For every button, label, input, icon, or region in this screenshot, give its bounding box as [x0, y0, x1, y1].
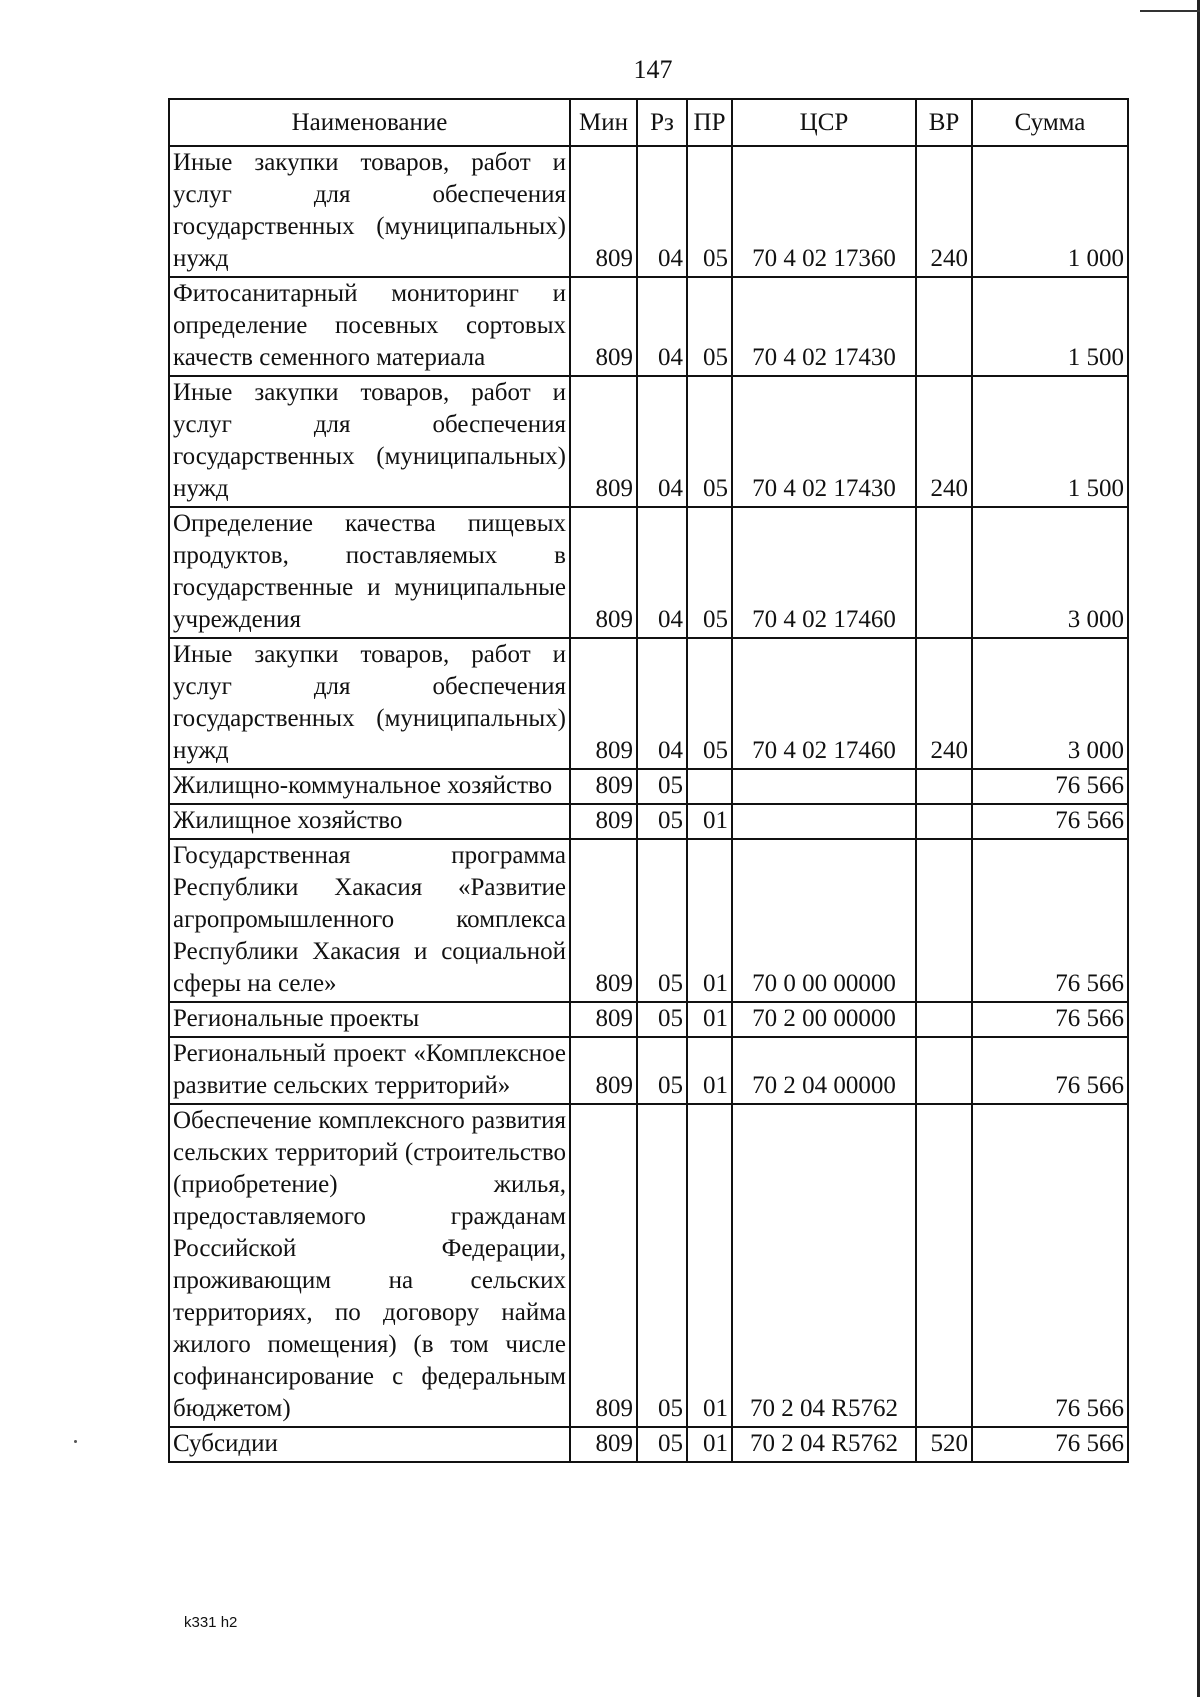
header-pr: ПР	[687, 99, 732, 146]
header-name: Наименование	[169, 99, 570, 146]
row-rz: 04	[637, 507, 687, 638]
row-csr: 70 4 02 17360	[732, 146, 916, 277]
row-name: Региональный проект «Комплексное развитие сельских территорий»	[169, 1037, 570, 1104]
table-row	[169, 1037, 1128, 1104]
row-name: Фитосанитарный мониторинг и определение посевных сортовых качеств семенного материала	[169, 277, 570, 376]
row-min: 809	[570, 1002, 637, 1037]
row-pr: 05	[687, 376, 732, 507]
row-min: 809	[570, 1037, 637, 1104]
row-min: 809	[570, 146, 637, 277]
row-name: Определение качества пищевых продуктов, поставляемых в государственные и муниципальные учреждения	[169, 507, 570, 638]
row-min: 809	[570, 277, 637, 376]
row-rz: 05	[637, 1037, 687, 1104]
row-csr: 70 2 04 R5762	[732, 1427, 916, 1462]
row-csr: 70 4 02 17460	[732, 507, 916, 638]
row-sum: 76 566	[972, 839, 1128, 1002]
row-vr	[916, 769, 972, 804]
row-vr: 520	[916, 1427, 972, 1462]
row-rz: 05	[637, 804, 687, 839]
row-min: 809	[570, 1104, 637, 1427]
row-min: 809	[570, 839, 637, 1002]
row-vr	[916, 507, 972, 638]
row-sum: 76 566	[972, 1104, 1128, 1427]
row-vr	[916, 1104, 972, 1427]
row-vr	[916, 1037, 972, 1104]
row-vr: 240	[916, 638, 972, 769]
row-sum: 3 000	[972, 638, 1128, 769]
row-csr	[732, 769, 916, 804]
row-min: 809	[570, 638, 637, 769]
row-sum: 1 000	[972, 146, 1128, 277]
row-csr	[732, 804, 916, 839]
row-name: Субсидии	[169, 1427, 570, 1462]
row-pr: 01	[687, 1002, 732, 1037]
table-row	[169, 804, 1128, 839]
row-sum: 76 566	[972, 1037, 1128, 1104]
row-name: Жилищное хозяйство	[169, 804, 570, 839]
table-row	[169, 769, 1128, 804]
header-rz: Рз	[637, 99, 687, 146]
row-rz: 04	[637, 376, 687, 507]
row-pr: 05	[687, 146, 732, 277]
header-min: Мин	[570, 99, 637, 146]
row-vr: 240	[916, 146, 972, 277]
row-csr: 70 4 02 17430	[732, 277, 916, 376]
row-min: 809	[570, 507, 637, 638]
table-row	[169, 1427, 1128, 1462]
table-row	[169, 277, 1128, 376]
row-rz: 04	[637, 277, 687, 376]
row-rz: 05	[637, 769, 687, 804]
row-vr	[916, 839, 972, 1002]
row-vr: 240	[916, 376, 972, 507]
row-name: Иные закупки товаров, работ и услуг для обеспечения государственных (муниципальных) нужд	[169, 146, 570, 277]
row-rz: 05	[637, 1104, 687, 1427]
row-vr	[916, 277, 972, 376]
row-name: Жилищно-коммунальное хозяйство	[169, 769, 570, 804]
table-row	[169, 507, 1128, 638]
row-pr: 05	[687, 277, 732, 376]
row-rz: 05	[637, 1002, 687, 1037]
row-csr: 70 2 04 00000	[732, 1037, 916, 1104]
row-sum: 1 500	[972, 376, 1128, 507]
row-min: 809	[570, 1427, 637, 1462]
header-row	[169, 99, 1128, 146]
row-rz: 05	[637, 839, 687, 1002]
table-row	[169, 1002, 1128, 1037]
page-number: 147	[633, 55, 673, 84]
header-csr: ЦСР	[732, 99, 916, 146]
row-csr: 70 0 00 00000	[732, 839, 916, 1002]
row-min: 809	[570, 769, 637, 804]
row-csr: 70 4 02 17460	[732, 638, 916, 769]
row-min: 809	[570, 376, 637, 507]
scan-speck	[74, 1440, 77, 1443]
row-sum: 76 566	[972, 1427, 1128, 1462]
table-row	[169, 376, 1128, 507]
table-row	[169, 146, 1128, 277]
row-sum: 76 566	[972, 769, 1128, 804]
row-name: Обеспечение комплексного развития сельских территорий (строительство (приобретение) жилья, предоставляемого гражданам Российской Федерации, проживающим на сельских территориях, по договору найма жилого помещения) (в том числе софинансирование с федеральным бюджетом)	[169, 1104, 570, 1427]
row-csr: 70 4 02 17430	[732, 376, 916, 507]
row-rz: 04	[637, 638, 687, 769]
row-pr: 01	[687, 1037, 732, 1104]
row-name: Региональные проекты	[169, 1002, 570, 1037]
row-sum: 76 566	[972, 804, 1128, 839]
row-rz: 05	[637, 1427, 687, 1462]
row-name: Иные закупки товаров, работ и услуг для обеспечения государственных (муниципальных) нужд	[169, 376, 570, 507]
row-pr: 01	[687, 839, 732, 1002]
header-sum: Сумма	[972, 99, 1128, 146]
scan-corner-mark	[1140, 0, 1200, 12]
row-name: Государственная программа Республики Хакасия «Развитие агропромышленного комплекса Республики Хакасия и социальной сферы на селе»	[169, 839, 570, 1002]
document-code: k331 h2	[184, 1614, 238, 1631]
row-pr: 01	[687, 804, 732, 839]
row-csr: 70 2 00 00000	[732, 1002, 916, 1037]
row-name: Иные закупки товаров, работ и услуг для обеспечения государственных (муниципальных) нужд	[169, 638, 570, 769]
budget-table	[168, 98, 1129, 1463]
row-pr: 05	[687, 507, 732, 638]
row-pr: 05	[687, 638, 732, 769]
row-csr: 70 2 04 R5762	[732, 1104, 916, 1427]
row-vr	[916, 1002, 972, 1037]
row-sum: 3 000	[972, 507, 1128, 638]
row-pr	[687, 769, 732, 804]
row-rz: 04	[637, 146, 687, 277]
row-pr: 01	[687, 1427, 732, 1462]
row-sum: 1 500	[972, 277, 1128, 376]
header-vr: ВР	[916, 99, 972, 146]
table-row	[169, 638, 1128, 769]
row-sum: 76 566	[972, 1002, 1128, 1037]
table-row	[169, 839, 1128, 1002]
table-row	[169, 1104, 1128, 1427]
row-vr	[916, 804, 972, 839]
row-min: 809	[570, 804, 637, 839]
row-pr: 01	[687, 1104, 732, 1427]
